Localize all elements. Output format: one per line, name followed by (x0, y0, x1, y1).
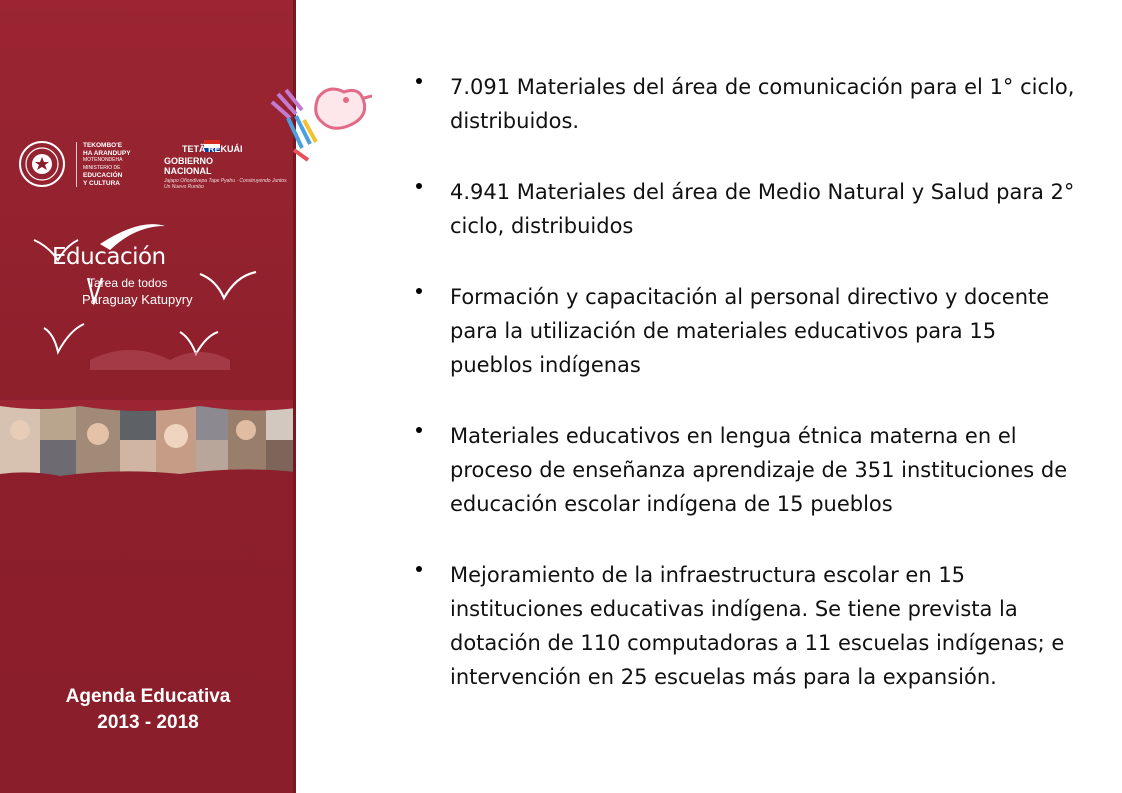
ministry-logo-text (76, 142, 169, 187)
bullet-item (410, 280, 1090, 382)
bullet-dot-icon (416, 78, 422, 84)
agenda-line: Agenda Educativa (65, 686, 231, 707)
slogan-line: Tarea de todos (88, 276, 168, 290)
bullet-item (410, 175, 1090, 243)
sidebar-panel (0, 0, 296, 793)
bullet-text: Mejoramiento de la infraestructura escolar en 15 instituciones educativas indígena. Se tiene prevista la dotación de 110 computadoras a 11 escuelas indígenas; e intervención en 25 escuelas más para la expansión. (450, 563, 1065, 689)
bullet-text: Formación y capacitación al personal directivo y docente para la utilización de materiales educativos para 15 pueblos indígenas (450, 285, 1050, 377)
child-drawing-icon (268, 78, 372, 166)
bullet-dot-icon (416, 427, 422, 433)
bullet-dot-icon (416, 566, 422, 572)
education-slogan (30, 220, 290, 380)
bullet-list (410, 70, 1090, 694)
photo-collage (0, 400, 296, 480)
bullet-text: 7.091 Materiales del área de comunicación para el 1° ciclo, distribuidos. (450, 75, 1075, 133)
bullet-text: Materiales educativos en lengua étnica materna en el proceso de enseñanza aprendizaje de 351 instituciones de educación escolar indígena de 15 pueblos (450, 424, 1068, 516)
ministry-line: Y CULTURA (83, 179, 120, 187)
bullet-text: 4.941 Materiales del área de Medio Natural y Salud para 2° ciclo, distribuidos (450, 180, 1075, 238)
gov-logo-top: TETÃ REKUÁI (182, 144, 243, 154)
ministry-line: TEKOMBO'E (83, 142, 123, 149)
ministry-line: MOTENONDEHA (83, 157, 123, 163)
photo-collage-image (0, 400, 296, 480)
national-seal-icon (18, 140, 66, 188)
bullet-dot-icon (416, 183, 422, 189)
bullet-item (410, 558, 1090, 694)
logo-row (18, 140, 288, 190)
slogan-title: Educación (52, 244, 166, 270)
ministry-line: EDUCACIÓN (83, 172, 123, 179)
gov-logo-motto: Jajapo Oñondivepa Tape Pyahu · Construyendo Juntos Un Nuevo Rumbo (164, 178, 287, 190)
bullet-item (410, 419, 1090, 521)
ministry-line: MINISTERIO DE (83, 164, 121, 171)
slogan-line: Paraguay Katupyry (82, 292, 193, 307)
agenda-title (0, 684, 296, 736)
gov-logo-name: GOBIERNO NACIONAL (164, 156, 214, 176)
main-content (410, 70, 1090, 694)
agenda-line: 2013 - 2018 (97, 712, 199, 733)
ministry-line: HA ARANDUPY (83, 149, 131, 157)
bullet-item (410, 70, 1090, 138)
bullet-dot-icon (416, 288, 422, 294)
